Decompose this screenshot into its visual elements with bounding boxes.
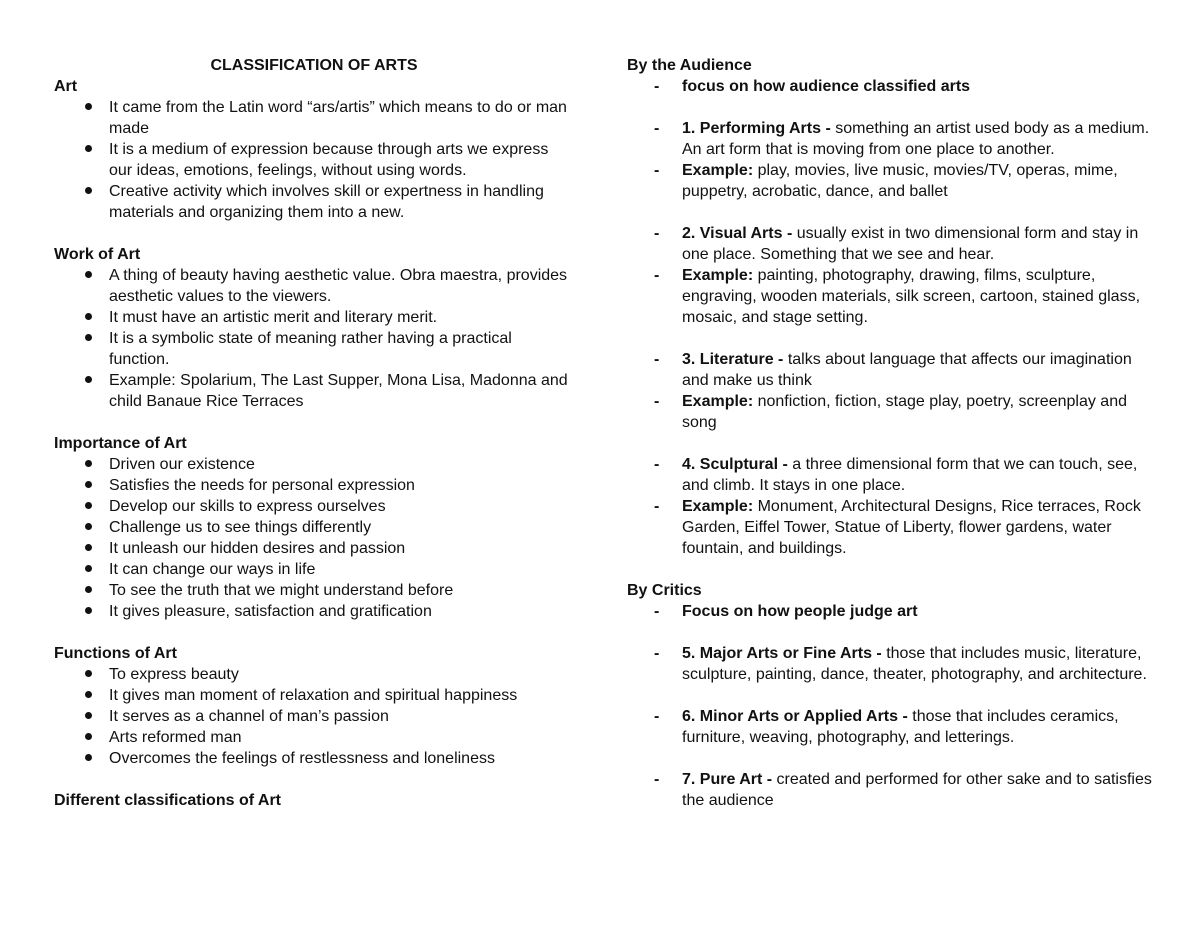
list-item: - focus on how audience classified arts [654, 78, 971, 95]
list-item: Arts reformed man [54, 727, 574, 748]
major-arts-text: those that includes music, literature, sculpture, painting, dance, theater, photography, and architecture. [682, 645, 1147, 683]
critics-focus-text: Focus on how people judge art [682, 603, 918, 620]
list-item: - 1. Performing Arts - something an artist used body as a medium. An art form that is moving from one place to another. [654, 120, 1150, 158]
list-item: - 5. Major Arts or Fine Arts - those that includes music, literature, sculpture, painting, dance, theater, photography, and architecture. [654, 645, 1147, 683]
list-item: - 3. Literature - talks about language that affects our imagination and make us think [654, 351, 1132, 389]
list-item: - 4. Sculptural - a three dimensional form that we can touch, see, and climb. It stays in one place. [654, 456, 1138, 494]
literature-list [627, 349, 1157, 433]
sculptural-label: 4. Sculptural - [682, 456, 788, 473]
pure-art-list [627, 769, 1157, 811]
performing-arts-label: 1. Performing Arts - [682, 120, 831, 137]
list-item: Overcomes the feelings of restlessness and loneliness [54, 748, 574, 769]
example-text: nonfiction, fiction, stage play, poetry, screenplay and song [682, 393, 1127, 431]
list-item: To express beauty [54, 664, 574, 685]
performing-arts-list [627, 118, 1157, 202]
minor-arts-label: 6. Minor Arts or Applied Arts - [682, 708, 908, 725]
art-list [54, 97, 574, 223]
list-item: It serves as a channel of man’s passion [54, 706, 574, 727]
list-item: - Focus on how people judge art [654, 603, 918, 620]
list-item: A thing of beauty having aesthetic value. Obra maestra, provides aesthetic values to the viewers. [54, 265, 574, 307]
list-item: It unleash our hidden desires and passion [54, 538, 574, 559]
list-item: Develop our skills to express ourselves [54, 496, 574, 517]
minor-arts-list [627, 706, 1157, 748]
major-arts-label: 5. Major Arts or Fine Arts - [682, 645, 882, 662]
sculptural-text: a three dimensional form that we can touch, see, and climb. It stays in one place. [682, 456, 1138, 494]
example-label: Example: [682, 162, 754, 179]
example-label: Example: [682, 498, 754, 515]
pure-art-label: 7. Pure Art - [682, 771, 773, 788]
literature-label: 3. Literature - [682, 351, 784, 368]
critics-focus-list [627, 601, 1157, 622]
list-item: It came from the Latin word “ars/artis” which means to do or man made [54, 97, 574, 139]
visual-arts-text: usually exist in two dimensional form and stay in one place. Something that we see and hear. [682, 225, 1139, 263]
example-text: painting, photography, drawing, films, sculpture, engraving, wooden materials, silk screen, cartoon, stained glass, mosaic, and stage setting. [682, 267, 1141, 326]
list-item: Satisfies the needs for personal expression [54, 475, 574, 496]
list-item: It is a medium of expression because through arts we express our ideas, emotions, feelings, without using words. [54, 139, 574, 181]
list-item: - Example: nonfiction, fiction, stage play, poetry, screenplay and song [654, 393, 1127, 431]
list-item: - Example: play, movies, live music, movies/TV, operas, mime, puppetry, acrobatic, dance, and ballet [654, 162, 1118, 200]
example-text: Monument, Architectural Designs, Rice terraces, Rock Garden, Eiffel Tower, Statue of Liberty, flower gardens, water fountain, and buildings. [682, 498, 1141, 557]
list-item: It must have an artistic merit and literary merit. [54, 307, 574, 328]
example-text: play, movies, live music, movies/TV, operas, mime, puppetry, acrobatic, dance, and ballet [682, 162, 1118, 200]
work-of-art-heading: Work of Art [54, 246, 141, 263]
page-title: CLASSIFICATION OF ARTS [210, 57, 418, 74]
list-item: It gives man moment of relaxation and spiritual happiness [54, 685, 574, 706]
list-item: - Example: painting, photography, drawing, films, sculpture, engraving, wooden materials, silk screen, cartoon, stained glass, mosaic, and stage setting. [654, 267, 1141, 326]
list-item: Creative activity which involves skill or expertness in handling materials and organizing them into a new. [54, 181, 574, 223]
classifications-heading: Different classifications of Art [54, 792, 282, 809]
major-arts-list [627, 643, 1157, 685]
list-item: To see the truth that we might understand before [54, 580, 574, 601]
left-column [54, 55, 574, 811]
performing-arts-text: something an artist used body as a medium. An art form that is moving from one place to another. [682, 120, 1150, 158]
list-item: Challenge us to see things differently [54, 517, 574, 538]
list-item: - Example: Monument, Architectural Designs, Rice terraces, Rock Garden, Eiffel Tower, Statue of Liberty, flower gardens, water fountain, and buildings. [654, 498, 1141, 557]
functions-heading: Functions of Art [54, 645, 177, 662]
list-item: Driven our existence [54, 454, 574, 475]
importance-heading: Importance of Art [54, 435, 187, 452]
importance-list [54, 454, 574, 622]
list-item: - 2. Visual Arts - usually exist in two dimensional form and stay in one place. Something that we see and hear. [654, 225, 1139, 263]
audience-focus-text: focus on how audience classified arts [682, 78, 971, 95]
by-critics-heading: By Critics [627, 582, 702, 599]
example-label: Example: [682, 393, 754, 410]
list-item: It is a symbolic state of meaning rather having a practical function. [54, 328, 574, 370]
list-item: - 6. Minor Arts or Applied Arts - those that includes ceramics, furniture, weaving, photography, and letterings. [654, 708, 1119, 746]
list-item: It can change our ways in life [54, 559, 574, 580]
list-item: It gives pleasure, satisfaction and gratification [54, 601, 574, 622]
example-label: Example: [682, 267, 754, 284]
work-of-art-list [54, 265, 574, 412]
functions-list [54, 664, 574, 769]
list-item: Example: Spolarium, The Last Supper, Mona Lisa, Madonna and child Banaue Rice Terraces [54, 370, 574, 412]
audience-focus-list [627, 76, 1157, 97]
list-item: - 7. Pure Art - created and performed for other sake and to satisfies the audience [654, 771, 1152, 809]
right-column [627, 55, 1157, 811]
visual-arts-list [627, 223, 1157, 328]
pure-art-text: created and performed for other sake and to satisfies the audience [682, 771, 1152, 809]
literature-text: talks about language that affects our imagination and make us think [682, 351, 1132, 389]
sculptural-list [627, 454, 1157, 559]
by-audience-heading: By the Audience [627, 57, 752, 74]
minor-arts-text: those that includes ceramics, furniture, weaving, photography, and letterings. [682, 708, 1119, 746]
art-heading: Art [54, 78, 78, 95]
visual-arts-label: 2. Visual Arts - [682, 225, 793, 242]
